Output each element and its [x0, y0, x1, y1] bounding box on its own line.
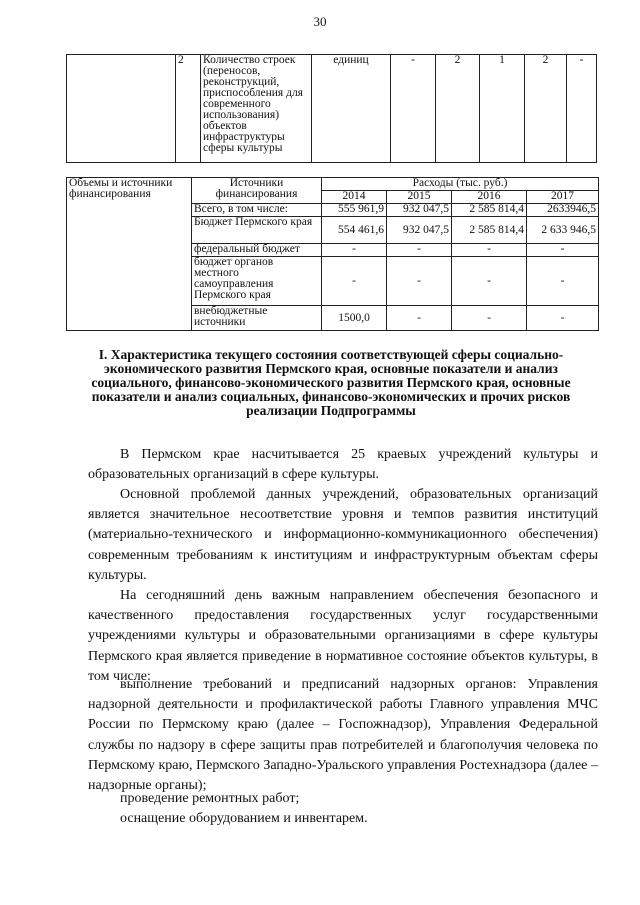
- row-number: 2: [176, 55, 201, 163]
- amount-cell: 1500,0: [322, 306, 387, 331]
- body-paragraph: выполнение требований и предписаний надзорных органов: Управления надзорной деятельности и профилактической работы Главного управления МЧС России по Пермскому краю (далее – Госпожнадзор), Управления Федеральной службы по надзору в сфере защиты прав потребителей и благополучия человека по Пермскому краю, Пермского Западно-Уральского управления Ростехнадзора (далее – надзорные органы);: [88, 677, 598, 794]
- amount-cell: 932 047,5: [387, 217, 452, 244]
- body-paragraph: оснащение оборудованием и инвентарем.: [120, 811, 368, 826]
- indicator-table: [66, 54, 597, 163]
- indicator-name: Количество строек (переносов, реконструкций, приспособления для современного использования) объектов инфраструктуры сферы культуры: [201, 55, 312, 163]
- source-name: бюджет органов местного самоуправления Пермского края: [192, 257, 322, 306]
- amount-cell: -: [527, 244, 599, 257]
- amount-cell: -: [322, 244, 387, 257]
- body-paragraph: В Пермском крае насчитывается 25 краевых учреждений культуры и образовательных организаций в сфере культуры.: [88, 447, 598, 483]
- body-paragraph: На сегодняшний день важным направлением обеспечения безопасного и качественного предоставления государственных услуг государственными учреждениями культуры и образовательными организациями в сфере культуры Пермского края является приведение в нормативное состояние объектов культуры, в том числе:: [88, 588, 598, 684]
- amount-cell: -: [452, 306, 527, 331]
- source-header: Источники финансирования: [192, 178, 322, 204]
- amount-cell: 2 585 814,4: [452, 217, 527, 244]
- body-paragraph: проведение ремонтных работ;: [120, 791, 300, 806]
- amount-cell: 932 047,5: [387, 204, 452, 217]
- finance-table: [66, 177, 599, 331]
- amount-cell: 555 961,9: [322, 204, 387, 217]
- year-cell: 2015: [387, 191, 452, 204]
- source-name: внебюджетные источники: [192, 306, 322, 331]
- body-paragraph: Основной проблемой данных учреждений, образовательных организаций является значительное несоответствие уровня и темпов развития институций (материально-технического и информационно-коммуникационного обеспечения) современным требованиям к институциям и инфраструктурным объектам сферы культуры.: [88, 487, 598, 583]
- indicator-value: 2: [436, 55, 480, 163]
- amount-cell: 2633946,5: [527, 204, 599, 217]
- table-row: [67, 55, 597, 163]
- year-cell: 2016: [452, 191, 527, 204]
- amount-cell: 2 585 814,4: [452, 204, 527, 217]
- amount-cell: -: [387, 306, 452, 331]
- expenses-header: Расходы (тыс. руб.): [322, 178, 599, 191]
- amount-cell: -: [387, 257, 452, 306]
- amount-cell: -: [452, 244, 527, 257]
- page-number: 30: [313, 14, 327, 29]
- amount-cell: -: [387, 244, 452, 257]
- indicator-unit: единиц: [312, 55, 391, 163]
- finance-label: Объемы и источники финансирования: [67, 178, 192, 331]
- empty-cell: [67, 55, 176, 163]
- amount-cell: 2 633 946,5: [527, 217, 599, 244]
- source-name: Всего, в том числе:: [192, 204, 322, 217]
- amount-cell: -: [452, 257, 527, 306]
- indicator-value: -: [391, 55, 436, 163]
- amount-cell: 554 461,6: [322, 217, 387, 244]
- source-name: Бюджет Пермского края: [192, 217, 322, 244]
- amount-cell: -: [527, 306, 599, 331]
- amount-cell: -: [322, 257, 387, 306]
- indicator-value: -: [567, 55, 597, 163]
- amount-cell: -: [527, 257, 599, 306]
- source-name: федеральный бюджет: [192, 244, 322, 257]
- year-cell: 2017: [527, 191, 599, 204]
- indicator-value: 1: [480, 55, 525, 163]
- table-row: [67, 178, 599, 191]
- year-cell: 2014: [322, 191, 387, 204]
- section-heading: I. Характеристика текущего состояния соответствующей сферы социально-экономического развития Пермского края, основные показатели и анализ социального, финансово-экономического развития Пермского края, основные показатели и анализ социальных, финансово-экономических и прочих рисков реализации Подпрограммы: [91, 347, 571, 418]
- indicator-value: 2: [525, 55, 567, 163]
